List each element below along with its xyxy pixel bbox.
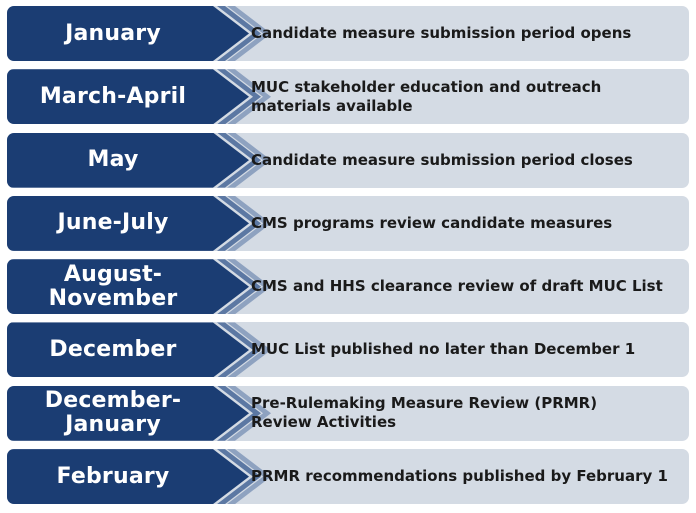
period-description <box>251 6 681 61</box>
period-description <box>251 449 681 504</box>
period-description <box>251 259 681 314</box>
description-line: Candidate measure submission period opens <box>251 24 632 42</box>
description-line: MUC List published no later than December 1 <box>251 340 636 359</box>
period-label <box>7 449 219 504</box>
timeline-row <box>7 449 689 504</box>
description-line: MUC stakeholder education and outreach <box>251 77 602 96</box>
period-label <box>7 259 219 314</box>
period-label-line: August- <box>63 261 163 287</box>
description-line: CMS programs review candidate measures <box>251 213 613 232</box>
timeline-row <box>7 259 689 314</box>
period-label-line: November <box>48 285 178 311</box>
period-label-line: January <box>65 412 161 438</box>
period-description <box>251 196 681 251</box>
description-line: materials available <box>251 96 413 115</box>
timeline-row <box>7 6 689 61</box>
period-label-line: May <box>87 147 139 173</box>
period-label-line: June-July <box>57 210 169 236</box>
timeline-row <box>7 69 689 124</box>
period-description <box>251 69 681 124</box>
period-label-line: December- <box>44 388 182 414</box>
description-line: PRMR recommendations published by February 1 <box>251 467 668 486</box>
period-description <box>251 133 681 188</box>
description-line: Candidate measure submission period closes <box>251 150 633 169</box>
description-line: Pre-Rulemaking Measure Review (PRMR) <box>251 394 598 413</box>
period-description <box>251 386 681 441</box>
timeline <box>7 6 689 504</box>
period-label <box>7 386 219 441</box>
timeline-row <box>7 322 689 377</box>
period-label <box>7 133 219 188</box>
period-label <box>7 322 219 377</box>
timeline-row <box>7 386 689 441</box>
period-label-line: December <box>49 336 177 362</box>
description-line: Review Activities <box>251 413 397 432</box>
timeline-row <box>7 133 689 188</box>
period-label <box>7 69 219 124</box>
period-label-line: February <box>56 463 170 489</box>
period-label-line: January <box>65 20 161 46</box>
period-label <box>7 196 219 251</box>
description-line: CMS and HHS clearance review of draft MUC List <box>251 277 663 296</box>
period-label-line: March-April <box>39 83 187 109</box>
timeline-row <box>7 196 689 251</box>
period-label <box>7 6 219 61</box>
period-description <box>251 322 681 377</box>
